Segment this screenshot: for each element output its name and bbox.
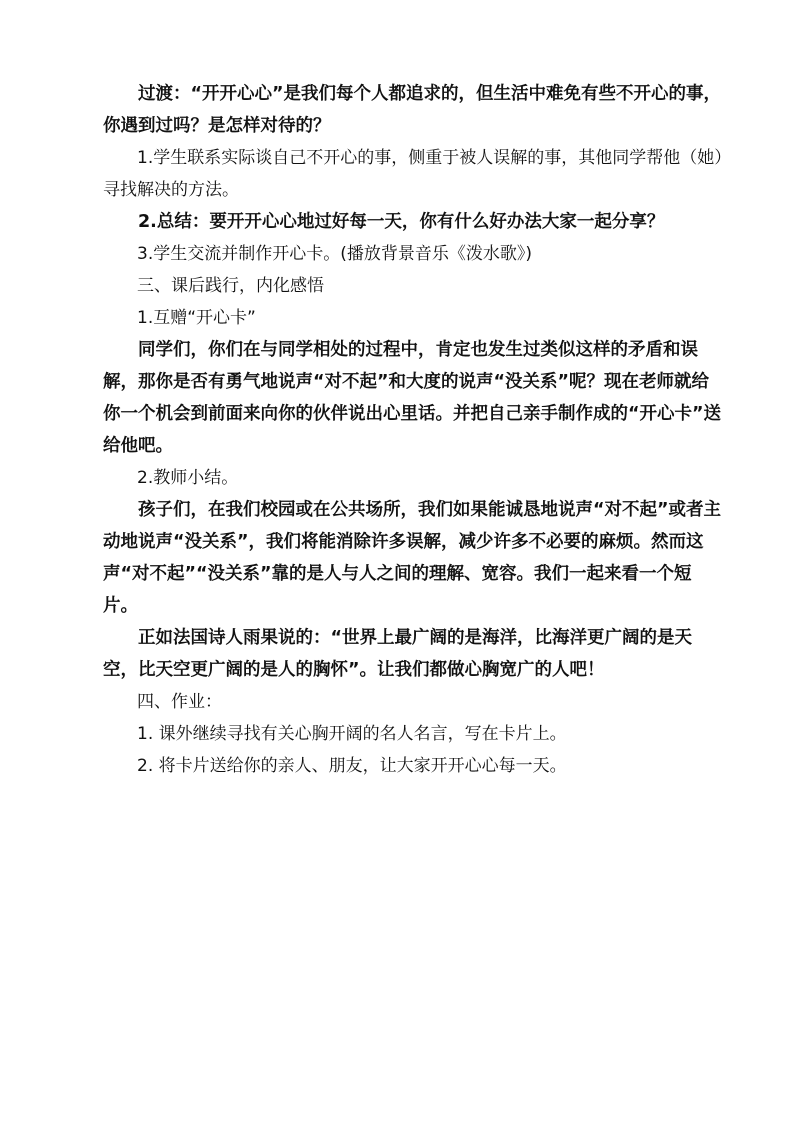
section-3-heading: 三、课后践行，内化感悟: [137, 276, 324, 296]
section-4-heading: 四、作业：: [137, 692, 222, 712]
step-3-paragraph: 3.学生交流并制作开心卡。(播放背景音乐《泼水歌》): [137, 244, 532, 264]
document-page: [103, 78, 723, 782]
hugo-quote-paragraph: 正如法国诗人雨果说的：“世界上最广阔的是海洋，比海洋更广阔的是天空，比天空更广阔的是人的胸怀”。让我们都做心胸宽广的人吧！: [103, 628, 692, 680]
transition-paragraph: 过渡：“开开心心”是我们每个人都追求的，但生活中难免有些不开心的事，你遇到过吗？是怎样对待的？: [103, 84, 722, 136]
step-1-paragraph: 1.学生联系实际谈自己不开心的事，侧重于被人误解的事，其他同学帮他（她）寻找解决的方法。: [103, 148, 723, 200]
step-2-paragraph: 2.总结：要开开心心地过好每一天，你有什么好办法大家一起分享？: [138, 212, 665, 232]
homework-item-2: 2. 将卡片送给你的亲人、朋友，让大家开开心心每一天。: [137, 756, 567, 776]
exchange-cards-item: 1.互赠“开心卡”: [137, 308, 256, 328]
children-paragraph: 孩子们，在我们校园或在公共场所，我们如果能诚恳地说声“对不起”或者主动地说声“没关系”，我们将能消除许多误解，减少许多不必要的麻烦。然而这声“对不起”“没关系”靠的是人与人之间的理解、宽容。我们一起来看一个短片。: [103, 500, 722, 616]
classmates-paragraph: 同学们，你们在与同学相处的过程中，肯定也发生过类似这样的矛盾和误解，那你是否有勇气地说声“对不起”和大度的说声“没关系”呢？现在老师就给你一个机会到前面来向你的伙伴说出心里话。并把自己亲手制作成的“开心卡”送给他吧。: [103, 340, 722, 456]
teacher-summary-item: 2.教师小结。: [137, 468, 239, 488]
homework-item-1: 1. 课外继续寻找有关心胸开阔的名人名言，写在卡片上。: [137, 724, 567, 744]
